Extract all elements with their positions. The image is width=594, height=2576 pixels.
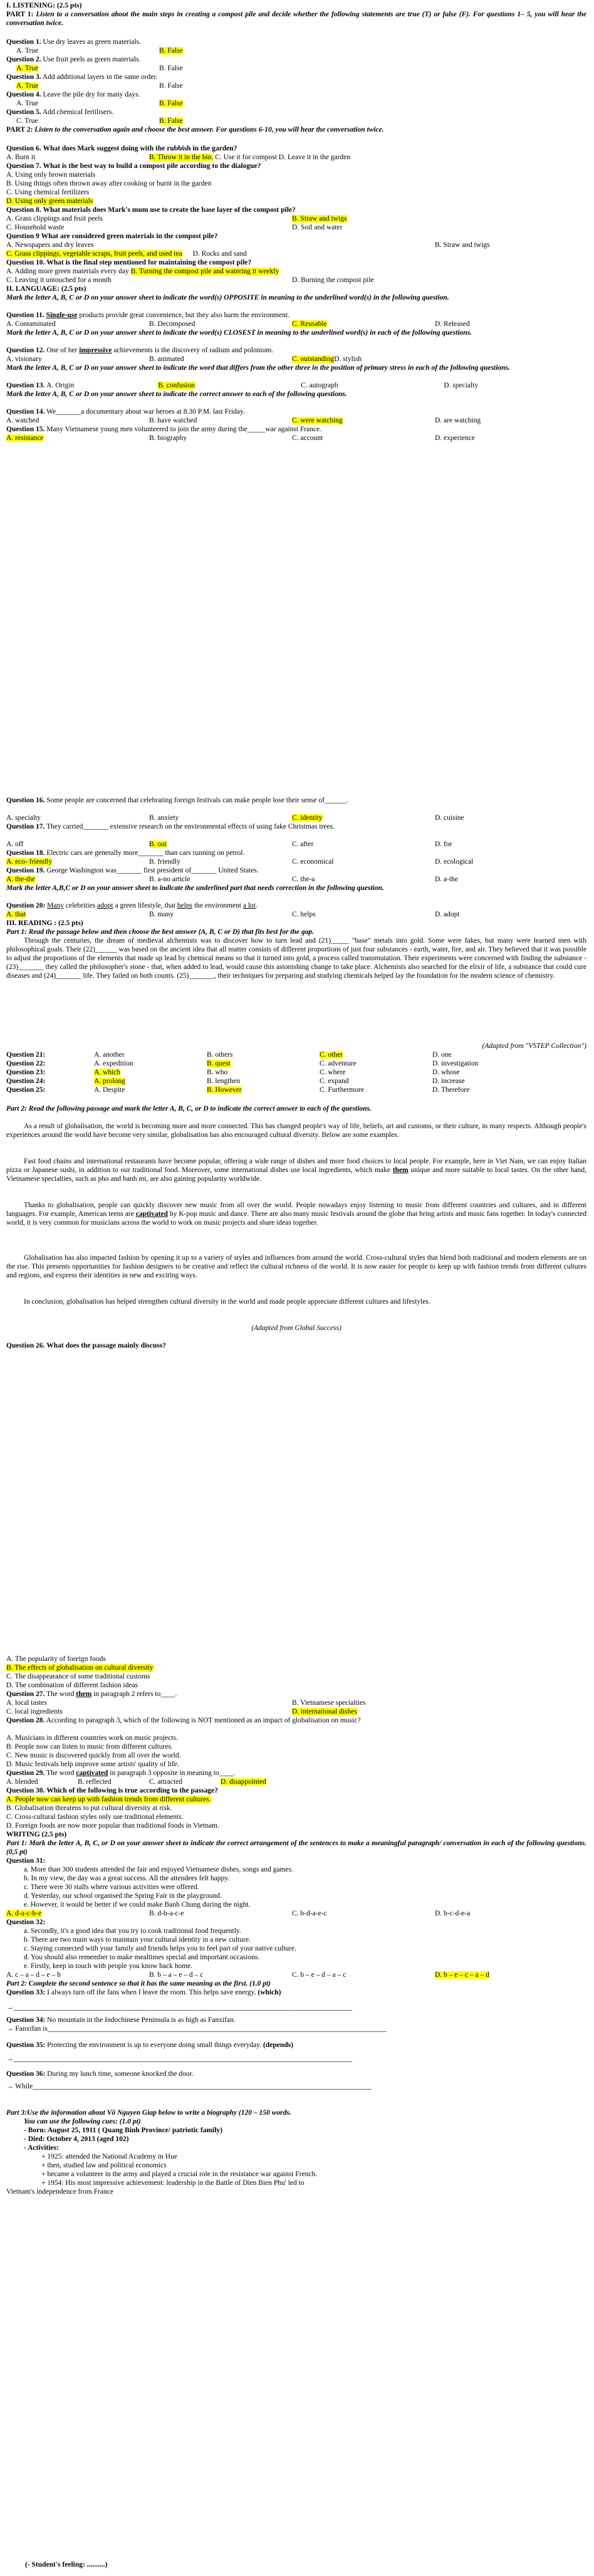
bio-born: - Born: August 25, 1911 ( Quang Binh Province/ patriotic family): [24, 2127, 223, 2134]
q33-answer-line[interactable]: →______________________________________________________________________________________________: [6, 2004, 352, 2011]
q7-option-a[interactable]: A. Using only brown materials: [6, 171, 96, 179]
question-26: Question 26. What does the passage mainly discuss?: [6, 1342, 166, 1349]
q9-options-ab: A. Newspapers and dry leaves B. Straw and twigs: [6, 241, 490, 249]
q30-option-b[interactable]: B. Globalisation threatens to put cultural diversity at risk.: [6, 1804, 172, 1812]
q15-options: A. resistance B. biography C. account D. experience: [6, 434, 475, 442]
q24: Question 24: A. prolong B. lengthen C. expand D. increase: [6, 1077, 465, 1085]
question-28: Question 28. According to paragraph 3, which of the following is NOT mentioned as an impact of globalisation on music?: [6, 1717, 361, 1724]
q32-sentence-d: d. You should also remember to make mealtimes special and important occasions.: [24, 1954, 260, 1961]
question-12: Question 12. One of her impressive achievements is the discovery of radium and polonium.: [6, 347, 274, 354]
q10-options-cd: C. Leaving it untouched for a month D. Burning the compost pile: [6, 276, 374, 284]
q14-options: A. watched B. have watched C. were watching D. are watching: [6, 417, 481, 424]
reading-part1-heading: Part 1: Read the passage below and then choose the best answer (A, B, C or D) that fits best for the gap.: [6, 928, 315, 936]
bio-activity-4: + 1954: His most impressive achievement: leadership in the Battle of Dien Bien Phu' led to: [41, 2179, 305, 2187]
reading-passage-2-source: (Adapted from Global Success): [251, 1324, 341, 1332]
student-feeling: (- Student's feeling: ..........): [25, 2561, 108, 2568]
question-19: Question 19. George Washington was_______ first president of_______ United States.: [6, 867, 259, 874]
reading-heading: III. READING : (2.5 pts): [6, 919, 83, 927]
question-30: Question 30. Which of the following is true according to the passage?: [6, 1787, 218, 1794]
question-35: Question 35: Protecting the environment is up to everyone doing small things everyday. (depends): [6, 2041, 293, 2049]
q29-options: A. blended B. reflected C. attracted D. disappointed: [6, 1778, 266, 1786]
q31-sentence-d: d. Yesterday, our school organised the Spring Fair in the playground.: [24, 1892, 222, 1900]
question-20: Question 20: Many celebrities adopt a green lifestyle, that helps the environment a lot.: [6, 902, 258, 909]
q26-option-a[interactable]: A. The popularity of foreign foods: [6, 1655, 106, 1663]
part2-instructions: PART 2: Listen to the conversation again and choose the best answer. For questions 6-10, you will hear the conversation twice.: [6, 126, 384, 134]
q22: Question 22: A. expedition B. quest C. adventure D. investigation: [6, 1060, 479, 1067]
q32-options: A. c – a – d – e – b B. b – a – e – d – c C. b – e – d – a – c D. b – e – c – a – d: [6, 1971, 489, 1979]
q32-sentence-e: e. Firstly, keep in touch with people you know back home.: [24, 1962, 193, 1970]
bio-activity-1: + 1925: attended the National Academy in Hue: [41, 2153, 177, 2160]
writing-part3-heading: Part 3:Use the information about Võ Nguyen Giap below to write a biography (120 – 150 words.: [6, 2109, 291, 2117]
question-34: Question 34: No mountain in the Indochinese Peninsula is as high as Fanxifan.: [6, 2016, 236, 2024]
q28-option-b[interactable]: B. People now can listen to music from different cultures.: [6, 1743, 173, 1751]
reading-part2-heading: Part 2: Read the following passage and mark the letter A, B, C, or D to indicate the correct answer to each of the questions.: [6, 1105, 372, 1113]
question-4: Question 4. Leave the pile dry for many days.: [6, 91, 140, 98]
question-1: Question 1. Use dry leaves as green materials.: [6, 38, 141, 46]
question-27: Question 27. The word them in paragraph 2 refers to____.: [6, 1690, 177, 1698]
q5-options: C. True B. False: [16, 117, 183, 125]
q8-options-ab: A. Grass clippings and fruit peels B. Straw and twigs: [6, 215, 347, 223]
q32-sentence-b: b. There are two main ways to maintain your cultural identity in a new culture.: [24, 1936, 251, 1944]
reading-passage-1: Through the centuries, the dream of medieval alchemists was to discover how to turn lead and (21)_____ "base" metals into gold. Some were fakes, but many were learned men with philosophical goals. Their (22)______ was based on the ancient idea that all matter consists of different proportions of just four substances - earth, water, fire, and air. They believed that it was possible to adjust the proportions of the elements that made up lead by chemical means so that it turned into gold, a process called transmutation. Their experiments were concerned with finding the substance - (23)_______ they called the philosopher's stone - that, when added to lead, would cause this astonishing change to take place. Alchemists also searched for the elixir of life, a substance that could cure diseases and (24)_______ life. They failed on both counts. (25)_______, their techniques for preparing and studying chemicals helped lay the foundation for the modern science of chemistry.: [6, 937, 586, 980]
q25: Question 25: A. Despite B. However C. Furthermore D. Therefore: [6, 1086, 470, 1094]
question-36: Question 36: During my lunch time, someone knocked the door.: [6, 2070, 194, 2078]
reading-passage-2-p2: Fast food chains and international restaurants have become popular, offering a wide range of dishes and more food choices to local people. For example, here in Viet Nam, we can enjoy Italian pizza or Japanese sushi, in addition to our traditional food. Moreover, some international dishes use local ingredients, which make them unique and more suitable to local tastes. On the other hand, Vietnamese specialties, such as pho and banh mi, are also gaining popularity worldwide.: [6, 1158, 586, 1183]
q35-answer-line[interactable]: →______________________________________________________________________________________________: [6, 2055, 352, 2063]
language-instructions-1: Mark the letter A, B, C or D on your answer sheet to indicate the word(s) OPPOSITE in meaning to the underlined word(s) in the following question.: [6, 294, 449, 301]
q7-option-c[interactable]: C. Using chemical fertilizers: [6, 189, 90, 196]
writing-part3-sub: You can use the following cues: (1.0 pt): [24, 2118, 141, 2125]
question-5: Question 5. Add chemical fertilisers.: [6, 108, 114, 116]
q30-option-c[interactable]: C. Cross-cultural fashion styles only use traditional elements.: [6, 1813, 184, 1821]
question-13: Question 13. A. Origin B. confusion C. autograph D. specialty: [6, 382, 479, 389]
q31-sentence-a: a. More than 300 students attended the fair and enjoyed Vietnamese dishes, songs and games.: [24, 1866, 293, 1873]
q1-options: A. True B. False: [16, 47, 183, 55]
q31-sentence-c: c. There were 30 stalls where various activities were offered.: [24, 1883, 199, 1891]
q9-options-cd: C. Grass clippings, vegetable scraps, fruit peels, and used tea D. Rocks and sand: [6, 250, 247, 258]
question-6: Question 6. What does Mark suggest doing with the rubbish in the garden?: [6, 145, 237, 152]
q3-options: A. True B. False: [16, 82, 183, 90]
q21: Question 21: A. another B. others C. other D. one: [6, 1051, 452, 1059]
question-3: Question 3. Add additional layers in the same order.: [6, 73, 158, 81]
q28-option-a[interactable]: A. Musicians in different countries work on music projects.: [6, 1734, 178, 1742]
q32-sentence-a: a. Secondly, it's a good idea that you try to cook traditional food frequently.: [24, 1927, 241, 1935]
question-18: Question 18. Electric cars are generally more_______ than cars running on petrol.: [6, 849, 245, 857]
bio-activity-4-cont: Vietnam's independence from France: [6, 2188, 113, 2196]
q32-sentence-c: c. Staying connected with your family and friends helps you to feel part of your native culture.: [24, 1945, 296, 1952]
q17-options: A. off B. out C. after D. for: [6, 840, 452, 848]
q7-option-b[interactable]: B. Using things often thrown away after cooking or burnt in the garden: [6, 180, 212, 187]
reading-passage-2-p1: As a result of globalisation, the world is becoming more and more connected. This has changed people's way of life, beliefs, art and customs, or their culture, in many respects. Although people's experiences around the world have become very similar, globalisation has also encouraged cultural diversity. Below are some examples.: [6, 1123, 586, 1139]
question-31: Question 31:: [6, 1857, 46, 1865]
q27-options-cd: C. local ingredients D. international dishes: [6, 1708, 357, 1715]
reading-passage-2-p5: In conclusion, globalisation has helped strengthen cultural diversity in the world and made people appreciate different cultures and lifestyles.: [24, 1298, 430, 1306]
q10-options-ab: A. Adding more green materials every day B. Turning the compost pile and watering it weekly: [6, 268, 279, 275]
question-11: Question 11. Single-use products provide great convenience, but they also harm the environment.: [6, 312, 289, 319]
question-17: Question 17. They carried_______ extensive research on the environmental effects of using fake Christmas trees.: [6, 823, 335, 830]
language-heading: II. LANGUAGE: (2.5 pts): [6, 285, 86, 293]
language-instructions-4: Mark the letter A, B, C or D on your answer sheet to indicate the correct answer to each of the following questions.: [6, 390, 347, 398]
q19-options: A. the-the B. a-no article C. the-a D. a-the: [6, 876, 459, 883]
q16-options: A. specialty B. anxiety C. identity D. cuisine: [6, 814, 464, 822]
reading-passage-2-p4: Globalisation has also impacted fashion by opening it up to a variety of styles and influences from around the world. Cross-cultural styles that blend both traditional and modern elements are on the rise. This presents opportunities for fashion designers to be creative and reflect the cultural richness of the world. It is now easier for people to keep up with fashion trends from different cultures and regions, and express their identities in new and exciting ways.: [6, 1254, 586, 1279]
bio-died: - Died: October 4, 2013 (aged 102): [24, 2135, 129, 2143]
q36-answer-line[interactable]: → While______________________________________________________________________________________________: [6, 2083, 372, 2090]
q28-option-d[interactable]: D. Music festivals help improve some artists' quality of life.: [6, 1761, 179, 1768]
q8-options-cd: C. Household waste D. Soil and water: [6, 224, 343, 231]
q28-option-c[interactable]: C. New music is discovered quickly from all over the world.: [6, 1752, 181, 1759]
question-33: Question 33: I always turn off the fans when I leave the room. This helps save energy. (which): [6, 1989, 281, 1996]
language-instructions-3: Mark the letter A, B, C or D on your answer sheet to indicate the word that differs from the other three in the position of primary stress in each of the following questions.: [6, 364, 510, 372]
writing-part1-heading: Part 1: Mark the letter A, B, C, or D on your answer sheet to indicate the correct arrangement of the sentences to make a meaningful paragraph/ conversation in each of the following questions. (0,5 pt): [6, 1840, 586, 1856]
bio-activity-3: + became a volunteer in the army and played a crucial role in the resistance war against French.: [41, 2170, 318, 2178]
question-32: Question 32:: [6, 1919, 46, 1926]
part1-instructions: PART 1: Listen to a conversation about the main steps in creating a compost pile and decide whether the following statements are true (T) or false (F). For questions 1– 5, you will hear the conversation twice.: [6, 11, 586, 27]
q34-answer-line[interactable]: → Fanxifan is______________________________________________________________________________________________: [6, 2025, 387, 2033]
bio-activity-2: + then, studied law and political economics: [41, 2162, 167, 2169]
q18-options: A. eco- friendly B. friendly C. economical D. ecological: [6, 858, 474, 866]
question-2: Question 2. Use fruit peels as green materials.: [6, 56, 141, 63]
language-instructions-5: Mark the letter A,B,C or D on your answer sheet to indicate the underlined part that needs correction in the following question.: [6, 884, 384, 892]
reading-passage-2-p3: Thanks to globalisation, people can quickly discover new music from all over the world. People nowadays enjoy listening to music from different countries and cultures, and in different languages. For example, American teens are captivated by K-pop music and dance. There are also many music festivals around the globe that bring artists and music fans together. In today's connected world, it is very common for musicians across the world to work on music projects and share ideas together.: [6, 1202, 586, 1227]
q6-options: A. Burn it B. Throw it in the bin. C. Use it for compost D. Leave it in the garden: [6, 154, 351, 161]
q31-sentence-b: b. In my view, the day was a great success. All the attendees felt happy.: [24, 1875, 230, 1882]
q31-options: A. d-a-c-b-e B. d-b-a-c-e C. b-d-a-e-c D. b-c-d-e-a: [6, 1910, 471, 1917]
q26-option-d[interactable]: D. The combination of different fashion ideas: [6, 1682, 138, 1689]
question-10: Question 10. What is the final step mentioned for maintaining the compost pile?: [6, 259, 252, 266]
q30-option-d[interactable]: D. Foreign foods are now more popular than traditional foods in Vietnam.: [6, 1822, 219, 1830]
q12-options: A. visionary B. animated C. outstandingD. stylish: [6, 355, 362, 363]
q2-options: A. True B. False: [16, 65, 183, 72]
listening-heading: I. LISTENING: (2.5 pts): [6, 2, 82, 9]
q7-option-d[interactable]: D. Using only green materials: [6, 197, 93, 205]
language-instructions-2: Mark the letter A, B, C or D on your answer sheet to indicate the word(s) CLOSEST in meaning to the underlined word(s) in each of the following questions.: [6, 329, 472, 337]
q23: Question 23: A. which B. who C. where D. whose: [6, 1069, 460, 1076]
q4-options: A. True B. False: [16, 100, 183, 107]
q31-sentence-e: e. However, it would be better if we could make Banh Chung during the night.: [24, 1901, 251, 1908]
question-14: Question 14. We_______a documentary about war heroes at 8.30 P.M. last Friday.: [6, 408, 245, 416]
question-7: Question 7. What is the best way to build a compost pile according to the dialogue?: [6, 162, 261, 170]
q11-options: A. Contaminated B. Decomposed C. Reusable D. Released: [6, 320, 470, 328]
question-29: Question 29. The word captivated in paragraph 3 opposite in meaning to____.: [6, 1769, 236, 1777]
question-16: Question 16. Some people are concerned that celebrating foreign festivals can make people lose their sense of______.: [6, 797, 348, 804]
q26-option-c[interactable]: C. The disappearance of some traditional customs: [6, 1673, 150, 1680]
q27-options-ab: A. local tastes B. Vietnamese specialties: [6, 1699, 366, 1707]
q20-options: A. that B. many C. helps D. adopt: [6, 911, 460, 918]
bio-activities: - Activities:: [24, 2144, 59, 2152]
reading-passage-1-source: (Adapted from "VSTEP Collection"): [482, 1042, 586, 1050]
q26-option-b[interactable]: B. The effects of globalisation on cultural diversity: [6, 1664, 154, 1672]
q30-option-a[interactable]: A. People now can keep up with fashion trends from different cultures.: [6, 1796, 211, 1803]
question-9: Question 9 What are considered green materials in the compost pile?: [6, 233, 218, 240]
question-8: Question 8. What materials does Mark's mum use to create the base layer of the compost pile?: [6, 206, 296, 214]
writing-heading: WRITING (2.5 pts): [6, 1831, 67, 1838]
writing-part2-heading: Part 2: Complete the second sentence so that it has the same meaning as the first. (1.0 pt): [6, 1980, 271, 1987]
question-15: Question 15. Many Vietnamese young men volunteered to join the army during the_____war against France.: [6, 426, 322, 433]
